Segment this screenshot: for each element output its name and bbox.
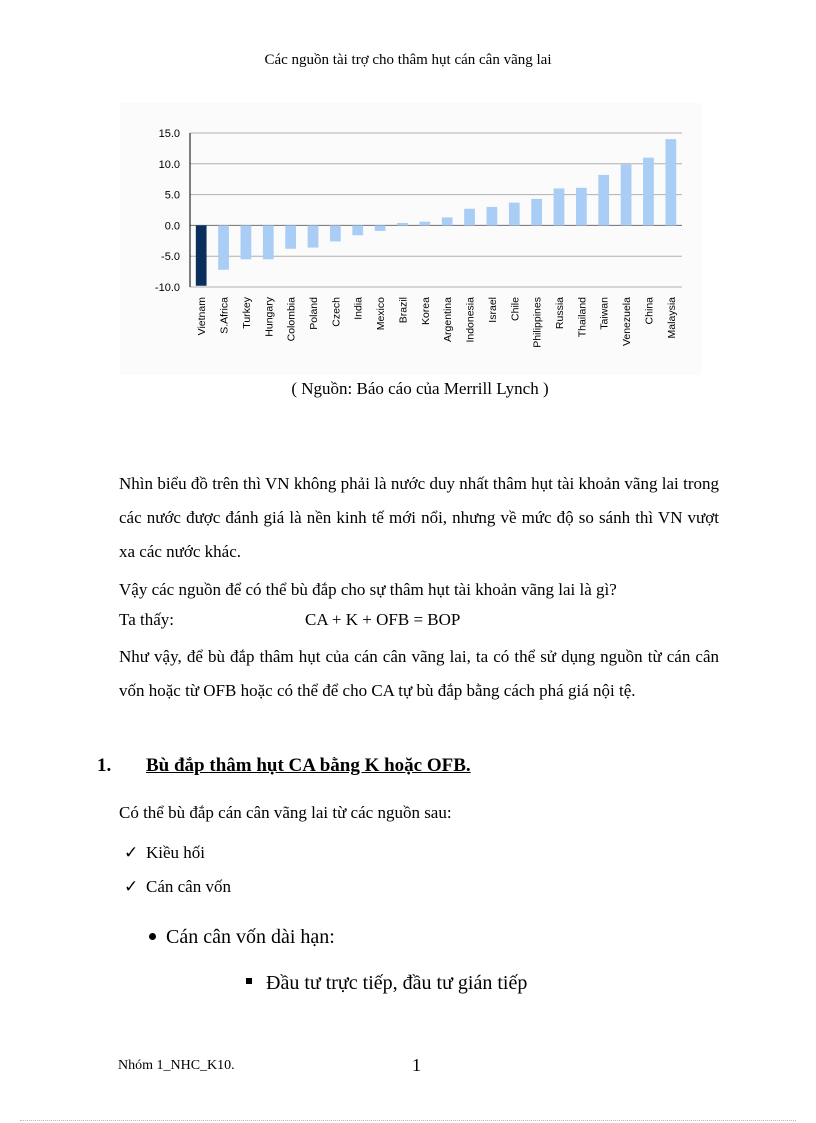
x-tick-label: Taiwan	[598, 297, 611, 330]
x-tick-label: Turkey	[240, 297, 253, 329]
x-tick-label: India	[352, 297, 365, 320]
current-account-bar-chart	[120, 103, 702, 375]
x-tick-label: Colombia	[285, 297, 298, 342]
checkmark-icon: ✓	[124, 877, 139, 896]
x-tick-label: Vietnam	[196, 297, 209, 336]
bar-czech	[330, 225, 341, 241]
footer-divider	[20, 1120, 796, 1121]
y-tick-label: 15.0	[158, 128, 180, 140]
footer-group-label: Nhóm 1_NHC_K10.	[118, 1058, 235, 1073]
x-tick-label: Philippines	[531, 297, 544, 348]
square-bullet-icon	[246, 978, 252, 984]
y-tick-label: -5.0	[161, 251, 180, 264]
formula-line	[119, 605, 461, 635]
chart-source-caption: ( Nguồn: Báo cáo của Merrill Lynch )	[291, 379, 549, 398]
x-tick-label: Indonesia	[464, 297, 477, 343]
bar-safrica	[218, 225, 229, 269]
bar-korea	[419, 222, 430, 226]
paragraph-conclusion: Như vậy, để bù đắp thâm hụt của cán cân vãng lai, ta có thể sử dụng nguồn từ cán cân vốn hoặc từ OFB hoặc có thể để cho CA tự bù đắp bằng cách phá giá nội tệ.	[119, 647, 719, 700]
page-header-title: Các nguồn tài trợ cho thâm hụt cán cân vãng lai	[264, 52, 552, 68]
paragraph-question: Vậy các nguồn để có thể bù đắp cho sự thâm hụt tài khoản vãng lai là gì?	[119, 580, 617, 599]
bar-indonesia	[464, 209, 475, 226]
bar-argentina	[442, 217, 453, 225]
formula-label: Ta thấy:	[119, 610, 174, 629]
x-tick-label: Poland	[308, 297, 320, 330]
x-tick-label: Chile	[509, 297, 522, 321]
x-tick-label: Hungary	[263, 297, 276, 337]
paragraph-comparison: Nhìn biểu đồ trên thì VN không phải là nước duy nhất thâm hụt tài khoản vãng lai trong các nước được đánh giá là nền kinh tế mới nổi, nhưng về mức độ so sánh thì VN vượt xa các nước khác.	[119, 474, 719, 561]
bar-brazil	[397, 223, 408, 225]
sub-bullet-item-label: Đầu tư trực tiếp, đầu tư gián tiếp	[266, 972, 528, 994]
check-item-label: Cán cân vốn	[146, 877, 231, 896]
check-item-label: Kiều hối	[146, 843, 206, 862]
bar-taiwan	[598, 175, 609, 226]
section-intro: Có thể bù đắp cán cân vãng lai từ các nguồn sau:	[119, 803, 452, 822]
bar-thailand	[576, 188, 587, 226]
bar-turkey	[241, 225, 252, 259]
x-tick-label: Malaysia	[665, 297, 678, 339]
y-tick-label: -10.0	[154, 282, 180, 294]
x-tick-label: Russia	[554, 297, 566, 330]
bar-india	[352, 225, 363, 235]
y-tick-label: 10.0	[158, 158, 180, 171]
bar-chile	[509, 203, 520, 226]
bar-colombia	[285, 225, 296, 248]
x-tick-label: Mexico	[375, 297, 388, 331]
bar-philippines	[531, 199, 542, 225]
x-tick-label: Korea	[419, 297, 432, 326]
bar-poland	[308, 225, 319, 247]
x-tick-label: China	[643, 297, 656, 325]
bar-china	[643, 158, 654, 226]
bullet-item-label: Cán cân vốn dài hạn:	[166, 926, 335, 948]
bar-israel	[487, 207, 498, 225]
bar-vietnam	[196, 225, 207, 285]
y-tick-label: 5.0	[164, 189, 180, 202]
footer-page-number: 1	[412, 1055, 421, 1075]
x-tick-label: Thailand	[576, 297, 589, 338]
x-tick-label: Brazil	[397, 297, 410, 324]
x-tick-label: Venezuela	[621, 297, 634, 347]
formula-equation: CA + K + OFB = BOP	[305, 610, 461, 629]
x-tick-label: Israel	[486, 297, 499, 323]
bullet-dot-icon	[149, 933, 156, 940]
bar-malaysia	[665, 139, 676, 225]
chart-canvas	[120, 103, 702, 375]
x-tick-label: S.Africa	[218, 297, 231, 334]
sub-bullet-list-item	[246, 972, 527, 995]
check-list-item	[124, 843, 205, 863]
section-number: 1.	[97, 755, 112, 776]
x-tick-label: Argentina	[442, 297, 455, 342]
bar-russia	[554, 188, 565, 225]
checkmark-icon: ✓	[124, 843, 139, 862]
y-tick-label: 0.0	[164, 220, 180, 233]
bullet-list-item	[149, 926, 335, 949]
bar-hungary	[263, 225, 274, 259]
section-heading: Bù đắp thâm hụt CA bằng K hoặc OFB.	[146, 755, 471, 776]
x-tick-label: Czech	[330, 297, 343, 327]
bar-mexico	[375, 225, 386, 231]
check-list-item	[124, 877, 231, 897]
bar-venezuela	[621, 164, 632, 225]
